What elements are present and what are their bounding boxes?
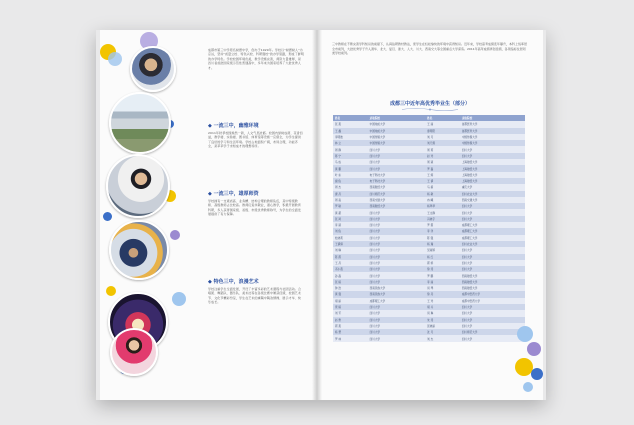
- photo-students-classroom: [130, 46, 176, 92]
- left-intro-text: 成都市第三中学原名树德中学，创办于1929年。学校以"树德树人"为宗旨，坚持"质量立校、特色兴校、科研强校"的办学思路，形成了鲜明的办学特色。学校校园环境优美，教学设施完善，师资力量雄厚，是四川省首批国家级示范性普通高中，多年来为国家培养了大批优秀人才。: [208, 48, 304, 70]
- table-cell: 杨 敏: [425, 191, 460, 197]
- table-header-cell: 录取院校: [460, 115, 525, 121]
- table-cell: 叶 东: [333, 172, 368, 178]
- table-cell: 四川大学: [368, 310, 426, 316]
- table-cell: 王倩倩: [333, 241, 368, 247]
- table-cell: 王 婷: [425, 172, 460, 178]
- table-cell: 四川大学: [460, 260, 525, 266]
- table-cell: 四川大学: [368, 209, 426, 215]
- table-cell: 黄 超: [333, 209, 368, 215]
- table-cell: 杨 瑞: [425, 241, 460, 247]
- table-cell: 中国地质大学: [368, 121, 426, 127]
- table-cell: 李 洋: [425, 228, 460, 234]
- table-cell: 上海财经大学: [460, 178, 525, 184]
- table-cell: 成都理工大学: [460, 228, 525, 234]
- left-page: [100, 30, 317, 400]
- table-cell: 四川大学: [368, 228, 426, 234]
- table-cell: 何 琳: [425, 310, 460, 316]
- table-cell: 四川大学: [368, 247, 426, 253]
- table-cell: 四川大学: [368, 153, 426, 159]
- table-cell: 沈 月: [425, 329, 460, 335]
- table-title: 成都三中近年高优秀毕业生（部分）: [389, 101, 470, 107]
- table-cell: 四川大学: [368, 329, 426, 335]
- yellow-dot: [106, 286, 116, 296]
- table-cell: 四川大学: [460, 153, 525, 159]
- purple-dot: [527, 342, 541, 356]
- section-text-environment: 2011年秋季校园焕然一新，人文气息浓郁。校园内绿树成荫、花香四溢，教学楼、实验楼、图书馆、体育馆等设施一应俱全，为学生提供了良好的学习和生活环境。学校占地面积广阔，布局合理，功能齐全，是莘莘学子求知成才的理想场所。: [208, 131, 303, 149]
- table-cell: 中国传媒大学: [368, 134, 426, 140]
- table-cell: 罗 敏: [333, 203, 368, 209]
- table-cell: 冯晓宇: [425, 216, 460, 222]
- table-cell: 四川师范大学: [460, 329, 525, 335]
- table-cell: 唐 丹: [333, 191, 368, 197]
- table-cell: 重庆大学: [460, 184, 525, 190]
- table-cell: 李 颖: [333, 222, 368, 228]
- table-cell: 四川大学: [368, 279, 426, 285]
- table-cell: 四川大学: [368, 272, 426, 278]
- table-cell: 邓小燕: [333, 266, 368, 272]
- blue-dot: [103, 212, 112, 221]
- lightblue-dot: [172, 292, 186, 306]
- table-cell: 郭 燕: [333, 323, 368, 329]
- table-cell: 四川大学: [368, 254, 426, 260]
- table-cell: 周 莉: [425, 146, 460, 152]
- table-cell: 四川大学: [368, 335, 426, 341]
- table-cell: 郭 娇: [425, 260, 460, 266]
- right-page: [317, 30, 543, 400]
- table-cell: 张晓丽: [425, 323, 460, 329]
- table-cell: 四川大学: [460, 310, 525, 316]
- table-cell: 四川大学: [368, 235, 426, 241]
- table-cell: 刘 芳: [333, 310, 368, 316]
- table-cell: 黄 鹏: [333, 165, 368, 171]
- table-cell: 四川大学: [460, 266, 525, 272]
- table-cell: 贾 娟: [333, 304, 368, 310]
- table-cell: 马 成: [333, 159, 368, 165]
- table-cell: 电子科技大学: [368, 178, 426, 184]
- table-cell: 四川大学: [460, 216, 525, 222]
- table-cell: 上海财经大学: [460, 165, 525, 171]
- table-cell: 四川大学: [460, 335, 525, 341]
- table-cell: 西南民族大学: [368, 291, 426, 297]
- table-cell: 周 静: [333, 146, 368, 152]
- graduates-table: [333, 115, 525, 342]
- table-cell: 杨 慧: [333, 329, 368, 335]
- table-cell: 西南交通大学: [460, 197, 525, 203]
- table-cell: 中国地质大学: [368, 128, 426, 134]
- right-intro-text: 三中教师在不断完善学科知识的前提下，认真钻研教材教法，使学生在轻松愉快的环境中获得知识。近年来，学校高考成绩连年攀升，本科上线率居全市前列，大批优秀学子升入清华、北大、复旦、浙大、人大、川大、西南交大等全国重点大学深造。2011年高考成绩再创佳绩，各项指标位居同类学校前列。: [332, 42, 528, 56]
- table-cell: 四川大学: [368, 159, 426, 165]
- photo-campus-building: [109, 92, 171, 154]
- section-heading-environment: ◆ 一流三中，幽雅环境: [208, 123, 259, 129]
- table-cell: 张 鸿: [333, 216, 368, 222]
- table-cell: 孙 磊: [333, 272, 368, 278]
- table-cell: 胡 丽: [333, 298, 368, 304]
- table-cell: 杨 红: [425, 254, 460, 260]
- table-cell: 何 琴: [425, 285, 460, 291]
- table-cell: 黄 强: [333, 291, 368, 297]
- table-cell: 中国传媒大学: [460, 140, 525, 146]
- table-cell: 吴雨婷: [425, 247, 460, 253]
- table-cell: 胡 兵: [425, 304, 460, 310]
- table-cell: 王 玲: [425, 298, 460, 304]
- table-cell: 王文静: [425, 209, 460, 215]
- table-cell: 四川大学: [368, 317, 426, 323]
- table-cell: 四川大学: [368, 216, 426, 222]
- table-cell: 罗 林: [333, 335, 368, 341]
- table-cell: 张 燕: [333, 121, 368, 127]
- table-cell: 西南交通大学: [368, 197, 426, 203]
- section-text-art: 学校注重学生全面发展，开设了丰富多彩的艺术课程与社团活动。合唱团、舞蹈队、器乐队、美术社等在各级比赛中屡获佳绩，校园艺术节、文化节精彩纷呈，学生在艺术的熏陶中陶冶情操、展示才华、快乐成长。: [208, 287, 302, 305]
- table-cell: 上海财经大学: [460, 159, 525, 165]
- blue-dot: [531, 368, 543, 380]
- table-cell: 四川大学: [460, 247, 525, 253]
- table-cell: 冉 曦: [425, 197, 460, 203]
- table-cell: 康明阳: [425, 128, 460, 134]
- photo-singer-portrait: [110, 328, 158, 376]
- table-cell: 赵 玲: [425, 153, 460, 159]
- table-cell: 电子科技大学: [368, 172, 426, 178]
- table-cell: 四川大学: [368, 146, 426, 152]
- book-gutter: [312, 30, 322, 400]
- table-cell: 刘 杰: [425, 335, 460, 341]
- table-cell: 周 杰: [333, 184, 368, 190]
- table-cell: 四川大学: [368, 222, 426, 228]
- photo-teacher-lecture: [106, 154, 170, 218]
- table-row: [333, 335, 525, 341]
- table-cell: 赵 勇: [333, 317, 368, 323]
- table-cell: 成都中医药大学: [460, 298, 525, 304]
- table-cell: 四川农业大学: [460, 241, 525, 247]
- table-cell: 罗 霞: [425, 222, 460, 228]
- table-cell: 刘 月: [425, 134, 460, 140]
- table-cell: 周 淼: [333, 197, 368, 203]
- table-cell: 西南财经大学: [368, 203, 426, 209]
- table-cell: 王 丹: [333, 260, 368, 266]
- purple-dot: [170, 230, 180, 240]
- table-cell: 成都中医药大学: [460, 291, 525, 297]
- table-cell: 西南财经大学: [460, 279, 525, 285]
- lightblue-dot: [523, 382, 533, 392]
- section-text-teachers: 学校拥有一支素质高、业务精、结构合理的教师队伍，其中特级教师、高级教师占比较高。教师们爱岗敬业，潜心教学，积极开展教育科研，多人获得国家级、省级、市级优秀教师称号，为学生的全面发展提供了有力保障。: [208, 199, 302, 217]
- table-cell: 四川大学: [460, 254, 525, 260]
- table-cell: 四川大学: [368, 260, 426, 266]
- lightblue-dot: [108, 52, 122, 66]
- table-cell: 四川大学: [368, 165, 426, 171]
- table-cell: 杨翠翠: [425, 203, 460, 209]
- table-cell: 周 颖: [425, 159, 460, 165]
- table-cell: 成都理工大学: [368, 298, 426, 304]
- table-cell: 马 娟: [425, 184, 460, 190]
- table-cell: 蒋 宁: [333, 153, 368, 159]
- table-cell: 刘 俊: [333, 228, 368, 234]
- table-cell: 首都医科大学: [460, 121, 525, 127]
- table-cell: 四川农业大学: [460, 191, 525, 197]
- table-cell: 罗 鹏: [425, 272, 460, 278]
- table-cell: 朱 涛: [425, 317, 460, 323]
- table-header-cell: 录取院校: [368, 115, 426, 121]
- table-header-cell: 姓名: [425, 115, 460, 121]
- table-cell: 四川大学: [460, 304, 525, 310]
- lightblue-dot: [517, 326, 533, 342]
- table-cell: 张 娟: [333, 279, 368, 285]
- table-cell: 谢 俊: [333, 178, 368, 184]
- table-cell: 陈 霞: [333, 254, 368, 260]
- table-cell: 王 鑫: [333, 128, 368, 134]
- table-cell: 成都理工大学: [460, 235, 525, 241]
- table-cell: 四川大学: [460, 203, 525, 209]
- photo-group-activity: [109, 220, 169, 280]
- table-cell: 徐 涛: [425, 266, 460, 272]
- table-header-cell: 姓名: [333, 115, 368, 121]
- table-cell: 四川师范大学: [368, 191, 426, 197]
- table-cell: 钟 浩: [333, 285, 368, 291]
- table-cell: 李 丽: [425, 279, 460, 285]
- table-cell: 西南财经大学: [460, 285, 525, 291]
- table-cell: 四川大学: [368, 266, 426, 272]
- section-heading-art: ◆ 特色三中，浪漫艺术: [208, 279, 259, 285]
- table-cell: 西南财经大学: [460, 272, 525, 278]
- table-cell: 杜晓莉: [333, 235, 368, 241]
- table-cell: 四川大学: [460, 209, 525, 215]
- table-cell: 中国传媒大学: [460, 134, 525, 140]
- table-cell: 成都理工大学: [460, 222, 525, 228]
- table-cell: 李明皓: [333, 134, 368, 140]
- ornament-divider: [400, 107, 460, 112]
- table-cell: 陈 强: [425, 235, 460, 241]
- table-cell: 刘天翔: [425, 140, 460, 146]
- table-cell: 林 立: [333, 140, 368, 146]
- table-cell: 刘 琳: [333, 247, 368, 253]
- table-cell: 首都医科大学: [460, 128, 525, 134]
- table-cell: 四川大学: [460, 146, 525, 152]
- section-heading-teachers: ◆ 一流三中，雄厚师资: [208, 191, 259, 197]
- table-cell: 王 丽: [425, 121, 460, 127]
- table-cell: 上海财经大学: [460, 172, 525, 178]
- table-cell: 王 倩: [425, 178, 460, 184]
- table-cell: 四川大学: [460, 323, 525, 329]
- table-cell: 西南财经大学: [368, 184, 426, 190]
- table-cell: 罗 磊: [425, 165, 460, 171]
- table-cell: 中国传媒大学: [368, 140, 426, 146]
- table-cell: 四川大学: [368, 241, 426, 247]
- table-cell: 四川大学: [368, 304, 426, 310]
- table-cell: 四川大学: [460, 317, 525, 323]
- table-cell: 西南民族大学: [368, 285, 426, 291]
- table-cell: 四川大学: [368, 323, 426, 329]
- table-cell: 徐 丹: [425, 291, 460, 297]
